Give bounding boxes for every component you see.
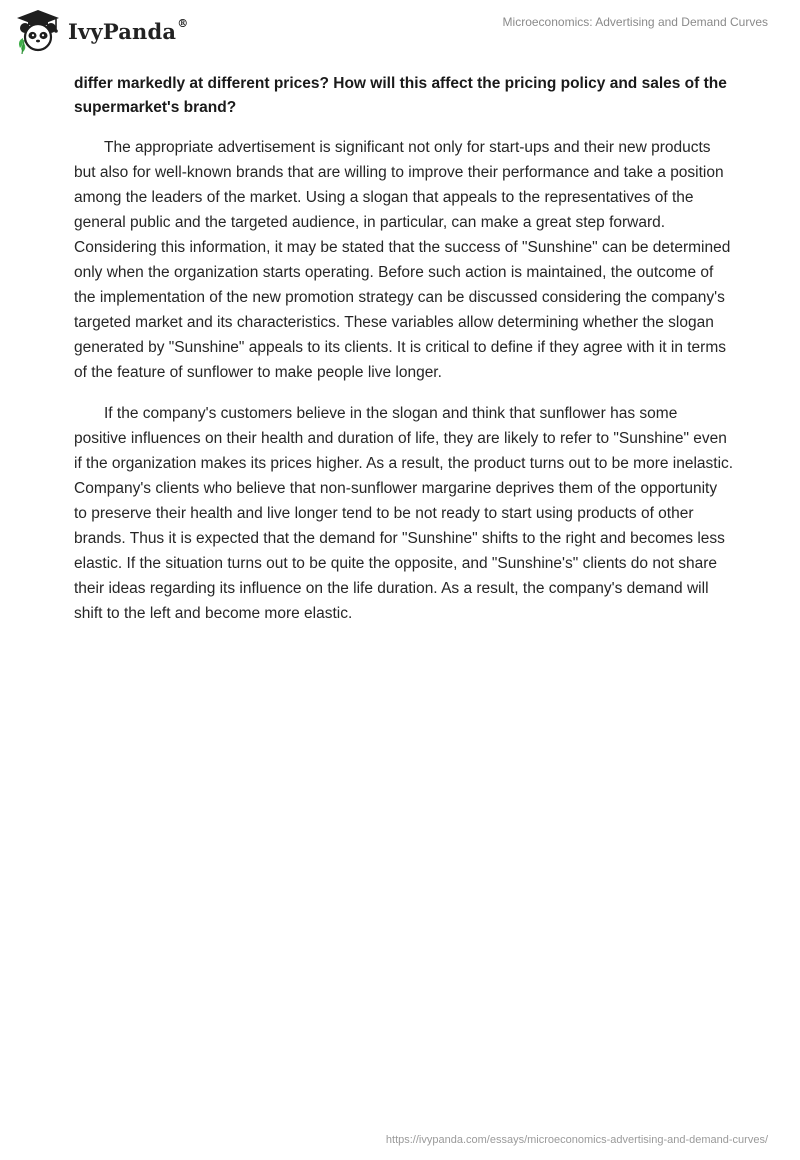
brand-text: IvyPanda: [68, 18, 177, 44]
document-title: Microeconomics: Advertising and Demand Curves: [502, 15, 768, 29]
source-url[interactable]: https://ivypanda.com/essays/microeconomics-advertising-and-demand-curves/: [385, 1134, 768, 1146]
paragraph: If the company's customers believe in the slogan and think that sunflower has some positive influences on their health and duration of life, they are likely to refer to "Sunshine" even if the organization makes its prices higher. As a result, the product turns out to be more inelastic. Company's clients who believe that non-sunflower margarine deprives them of the opportunity to preserve their health and live longer tend to be not ready to start using products of other brands. Thus it is expected that the demand for "Sunshine" shifts to the right and becomes less elastic. If the situation turns out to be quite the opposite, and "Sunshine's" clients do not share their ideas regarding its influence on the life duration. As a result, the company's demand will shift to the left and become more elastic.: [74, 405, 734, 622]
paragraph: The appropriate advertisement is significant not only for start-ups and their new products but also for well-known brands that are willing to improve their performance and take a position among the leaders of the market. Using a slogan that appeals to the representatives of the general public and the targeted audience, in particular, can make a great step forward. Considering this information, it may be stated that the success of "Sunshine" can be determined only when the organization starts operating. Before such action is maintained, the outcome of the implementation of the new promotion strategy can be discussed considering the company's targeted market and its characteristics. These variables allow determining whether the slogan generated by "Sunshine" appeals to its clients. It is critical to define if they agree with it in terms of the feature of sunflower to make people live longer.: [74, 139, 731, 381]
ivypanda-logo[interactable]: [14, 8, 188, 54]
brand-name: [68, 16, 189, 44]
panda-graduate-icon: [14, 8, 62, 54]
question-heading: differ markedly at different prices? How will this affect the pricing policy and sales of the supermarket's brand?: [74, 75, 727, 116]
page-header: [0, 0, 800, 64]
registered-mark: ®: [177, 16, 189, 30]
essay-content: [74, 72, 734, 642]
